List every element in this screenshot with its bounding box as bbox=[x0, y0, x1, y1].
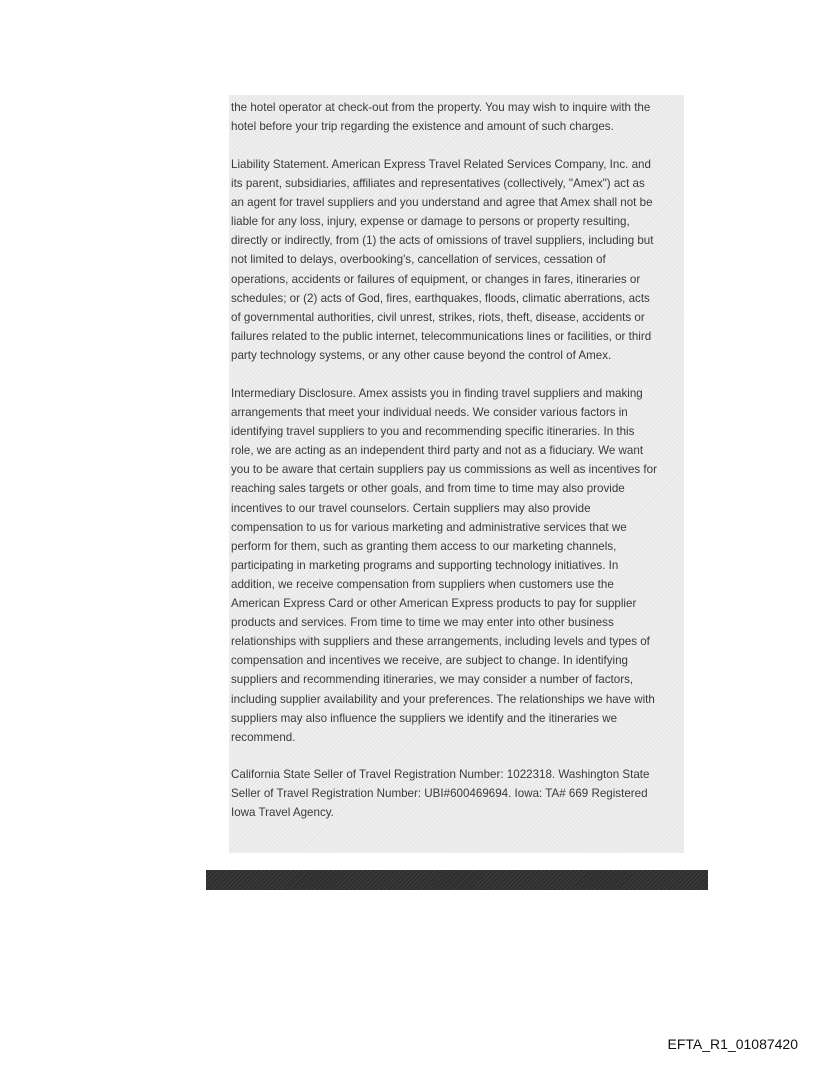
text-line: operations, accidents or failures of equipment, or changes in fares, itineraries or bbox=[231, 272, 641, 286]
document-id-label: EFTA_R1_01087420 bbox=[667, 1036, 798, 1052]
hotel-charges-note bbox=[231, 98, 683, 136]
text-line: California State Seller of Travel Registration Number: 1022318. Washington State bbox=[231, 768, 650, 781]
text-line: suppliers may also influence the suppliers we identify and the itineraries we bbox=[231, 711, 618, 725]
text-line: not limited to delays, overbooking's, cancellation of services, cessation of bbox=[231, 253, 606, 267]
text-line: hotel before your trip regarding the existence and amount of such charges. bbox=[231, 120, 614, 134]
text-line: its parent, subsidiaries, affiliates and representatives (collectively, "Amex") act as bbox=[231, 177, 645, 191]
text-line: addition, we receive compensation from suppliers when customers use the bbox=[231, 577, 614, 591]
text-line: Seller of Travel Registration Number: UBI#600469694. Iowa: TA# 669 Registered bbox=[231, 787, 648, 801]
text-line: role, we are acting as an independent third party and not as a fiduciary. We want bbox=[231, 444, 644, 458]
text-line: suppliers and recommending itineraries, we may consider a number of factors, bbox=[231, 673, 634, 687]
text-line: liable for any loss, injury, expense or damage to persons or property resulting, bbox=[231, 215, 630, 229]
text-line: failures related to the public internet, telecommunications lines or facilities, or third bbox=[231, 329, 652, 343]
text-line: arrangements that meet your individual needs. We consider various factors in bbox=[231, 406, 628, 420]
text-line: Iowa Travel Agency. bbox=[231, 806, 334, 820]
text-line: compensation and incentives we receive, are subject to change. In identifying bbox=[231, 654, 629, 668]
text-line: party technology systems, or any other cause beyond the control of Amex. bbox=[231, 348, 612, 362]
intermediary-disclosure-paragraph bbox=[231, 384, 683, 747]
text-line: Intermediary Disclosure. Amex assists you in finding travel suppliers and making bbox=[231, 387, 643, 400]
registration-info-paragraph bbox=[231, 765, 683, 822]
text-line: recommend. bbox=[231, 730, 296, 744]
text-line: participating in marketing programs and supporting technology initiatives. In bbox=[231, 558, 619, 572]
text-line: directly or indirectly, from (1) the acts of omissions of travel suppliers, including but bbox=[231, 234, 654, 248]
text-line: perform for them, such as granting them access to our marketing channels, bbox=[231, 539, 617, 553]
text-line: of governmental authorities, civil unrest, strikes, riots, theft, disease, accidents or bbox=[231, 310, 645, 324]
footer-divider-bar bbox=[206, 870, 708, 890]
text-line: reaching sales targets or other goals, and from time to time may also provide bbox=[231, 482, 625, 496]
text-line: products and services. From time to time we may enter into other business bbox=[231, 616, 614, 630]
text-line: you to be aware that certain suppliers pay us commissions as well as incentives for bbox=[231, 463, 657, 477]
text-line: the hotel operator at check-out from the property. You may wish to inquire with the bbox=[231, 101, 651, 114]
text-line: identifying travel suppliers to you and recommending specific itineraries. In this bbox=[231, 425, 635, 439]
text-line: incentives to our travel counselors. Certain suppliers may also provide bbox=[231, 501, 591, 515]
text-line: American Express Card or other American Express products to pay for supplier bbox=[231, 597, 637, 611]
text-line: Liability Statement. American Express Travel Related Services Company, Inc. and bbox=[231, 158, 651, 171]
text-line: schedules; or (2) acts of God, fires, earthquakes, floods, climatic aberrations, acts bbox=[231, 291, 650, 305]
text-line: relationships with suppliers and these arrangements, including levels and types of bbox=[231, 635, 650, 649]
text-line: compensation to us for various marketing and administrative services that we bbox=[231, 520, 627, 534]
text-line: an agent for travel suppliers and you understand and agree that Amex shall not be bbox=[231, 196, 653, 210]
liability-statement-paragraph bbox=[231, 155, 683, 365]
text-line: including supplier availability and your preferences. The relationships we have with bbox=[231, 692, 655, 706]
